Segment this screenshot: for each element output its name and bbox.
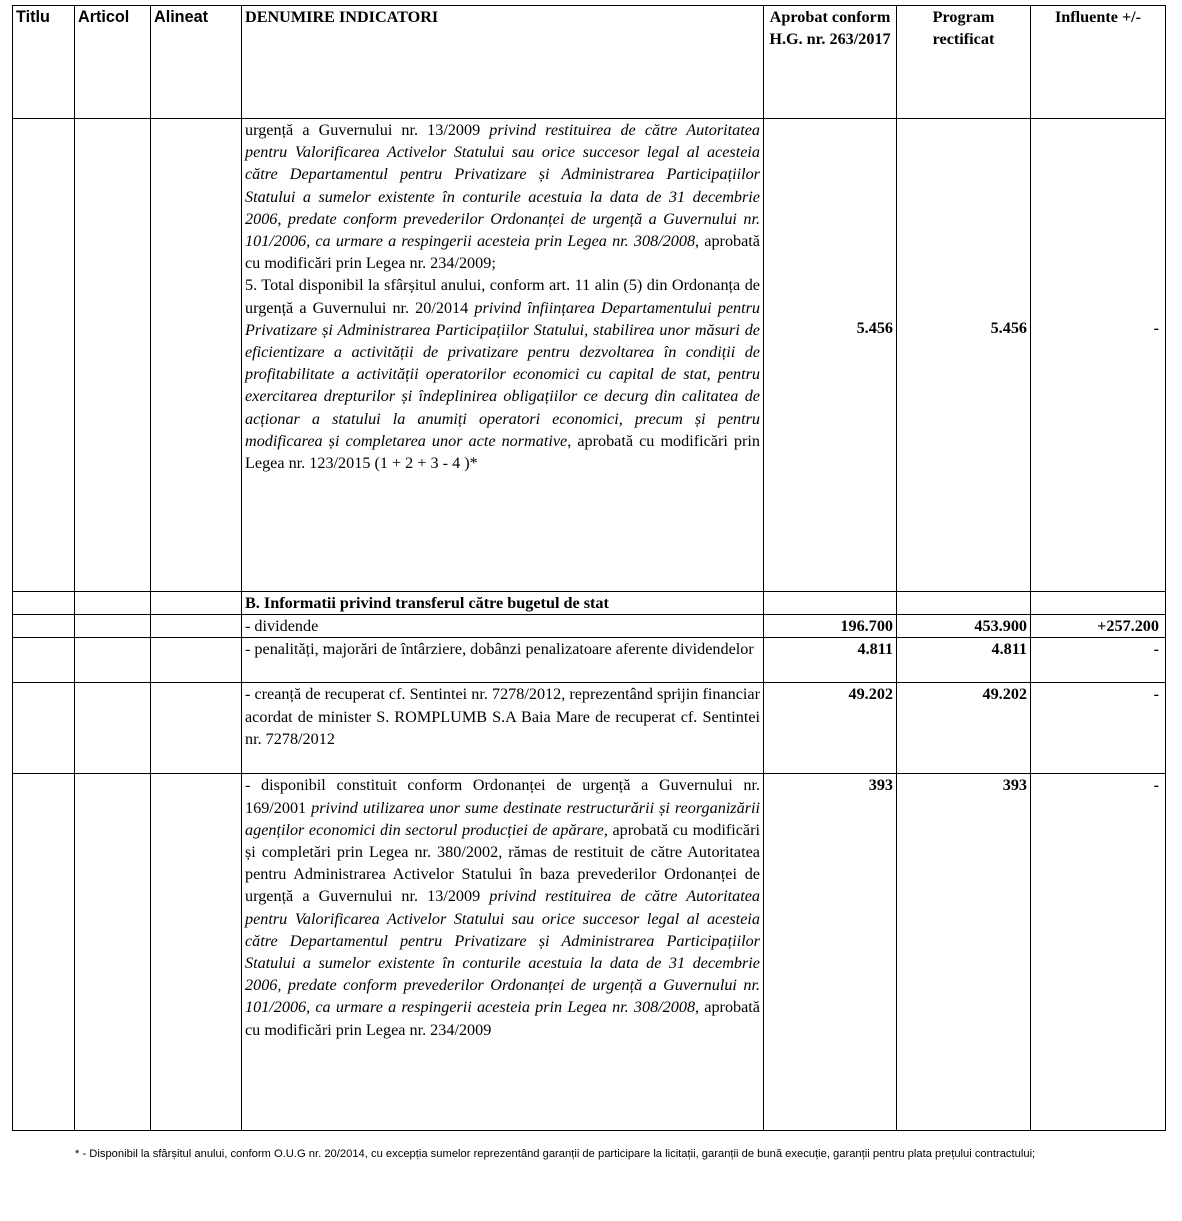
header-program: Program rectificat xyxy=(897,6,1031,119)
row3-influente: +257.200 xyxy=(1031,615,1166,638)
row5-program: 49.202 xyxy=(897,683,1031,774)
header-influente: Influente +/- xyxy=(1031,6,1166,119)
indicators-table xyxy=(12,5,1166,1131)
row4-program: 4.811 xyxy=(897,638,1031,683)
section-b-title: B. Informatii privind transferul către bugetul de stat xyxy=(242,592,764,615)
header-denumire: DENUMIRE INDICATORI xyxy=(242,6,764,119)
row3-program: 453.900 xyxy=(897,615,1031,638)
row5-aprobat: 49.202 xyxy=(764,683,897,774)
header-aprobat: Aprobat conform H.G. nr. 263/2017 xyxy=(764,6,897,119)
header-titlu: Titlu xyxy=(13,6,75,119)
header-articol: Articol xyxy=(75,6,151,119)
table-row xyxy=(13,638,1166,683)
table-row xyxy=(13,119,1166,592)
table-row xyxy=(13,615,1166,638)
row4-influente: - xyxy=(1031,638,1166,683)
table-row xyxy=(13,683,1166,774)
row-penalitati: - penalități, majorări de întârziere, dobânzi penalizatoare aferente dividendelor xyxy=(242,638,764,683)
row6-influente: - xyxy=(1031,774,1166,1131)
row1-aprobat: 5.456 xyxy=(764,119,897,592)
row-dividende: - dividende xyxy=(242,615,764,638)
row1-program: 5.456 xyxy=(897,119,1031,592)
row1-denumire: urgență a Guvernului nr. 13/2009 privind restituirea de către Autoritatea pentru Valorificarea Activelor Statului sau orice succesor legal al acesteia către Departamentul pentru Privatizare și Administrarea Participațiilor Statului a sumelor existente în conturile acestuia la data de 31 decembrie 2006, predate conform prevederilor Ordonanței de urgență a Guvernului nr. 101/2006, ca urmare a respingerii acesteia prin Legea nr. 308/2008, aprobată cu modificări prin Legea nr. 234/2009; 5. Total disponibil la sfârșitul anului, conform art. 11 alin (5) din Ordonanța de urgență a Guvernului nr. 20/2014 privind înființarea Departamentului pentru Privatizare și Administrarea Participațiilor Statului, stabilirea unor măsuri de eficientizare a activității de privatizare pentru dezvoltarea în condiții de profitabilitate a activității operatorilor economici cu capital de stat, pentru exercitarea drepturilor și îndeplinirea obligațiilor ce decurg din calitatea de acționar a statului la anumiți operatori economici, precum și pentru modificarea și completarea unor acte normative, aprobată cu modificări prin Legea nr. 123/2015 (1 + 2 + 3 - 4 )* xyxy=(242,119,764,592)
row3-aprobat: 196.700 xyxy=(764,615,897,638)
row-disponibil: - disponibil constituit conform Ordonanței de urgență a Guvernului nr. 169/2001 privind utilizarea unor sume destinate restructurării și reorganizării agenților economici din sectorul producției de apărare, aprobată cu modificări și completări prin Legea nr. 380/2002, rămas de restituit de către Autoritatea pentru Administrarea Activelor Statului în baza prevederilor Ordonanței de urgență a Guvernului nr. 13/2009 privind restituirea de către Autoritatea pentru Valorificarea Activelor Statului sau orice succesor legal al acesteia către Departamentul pentru Privatizare și Administrarea Participațiilor Statului a sumelor existente în conturile acestuia la data de 31 decembrie 2006, predate conform prevederilor Ordonanței de urgență a Guvernului nr. 101/2006, ca urmare a respingerii acesteia prin Legea nr. 308/2008, aprobată cu modificări prin Legea nr. 234/2009 xyxy=(242,774,764,1131)
header-row xyxy=(13,6,1166,119)
row5-influente: - xyxy=(1031,683,1166,774)
footnote: * - Disponibil la sfârșitul anului, conform O.U.G nr. 20/2014, cu excepția sumelor reprezentând garanții de participare la licitații, garanții de bună execuție, garanții pentru plata prețului contractului; xyxy=(75,1148,1036,1160)
row4-aprobat: 4.811 xyxy=(764,638,897,683)
row6-program: 393 xyxy=(897,774,1031,1131)
table-row xyxy=(13,774,1166,1131)
table-row xyxy=(13,592,1166,615)
header-alineat: Alineat xyxy=(151,6,242,119)
row-creanta: - creanță de recuperat cf. Sentintei nr. 7278/2012, reprezentând sprijin financiar acordat de minister S. ROMPLUMB S.A Baia Mare de recuperat cf. Sentintei nr. 7278/2012 xyxy=(242,683,764,774)
row6-aprobat: 393 xyxy=(764,774,897,1131)
row1-influente: - xyxy=(1031,119,1166,592)
